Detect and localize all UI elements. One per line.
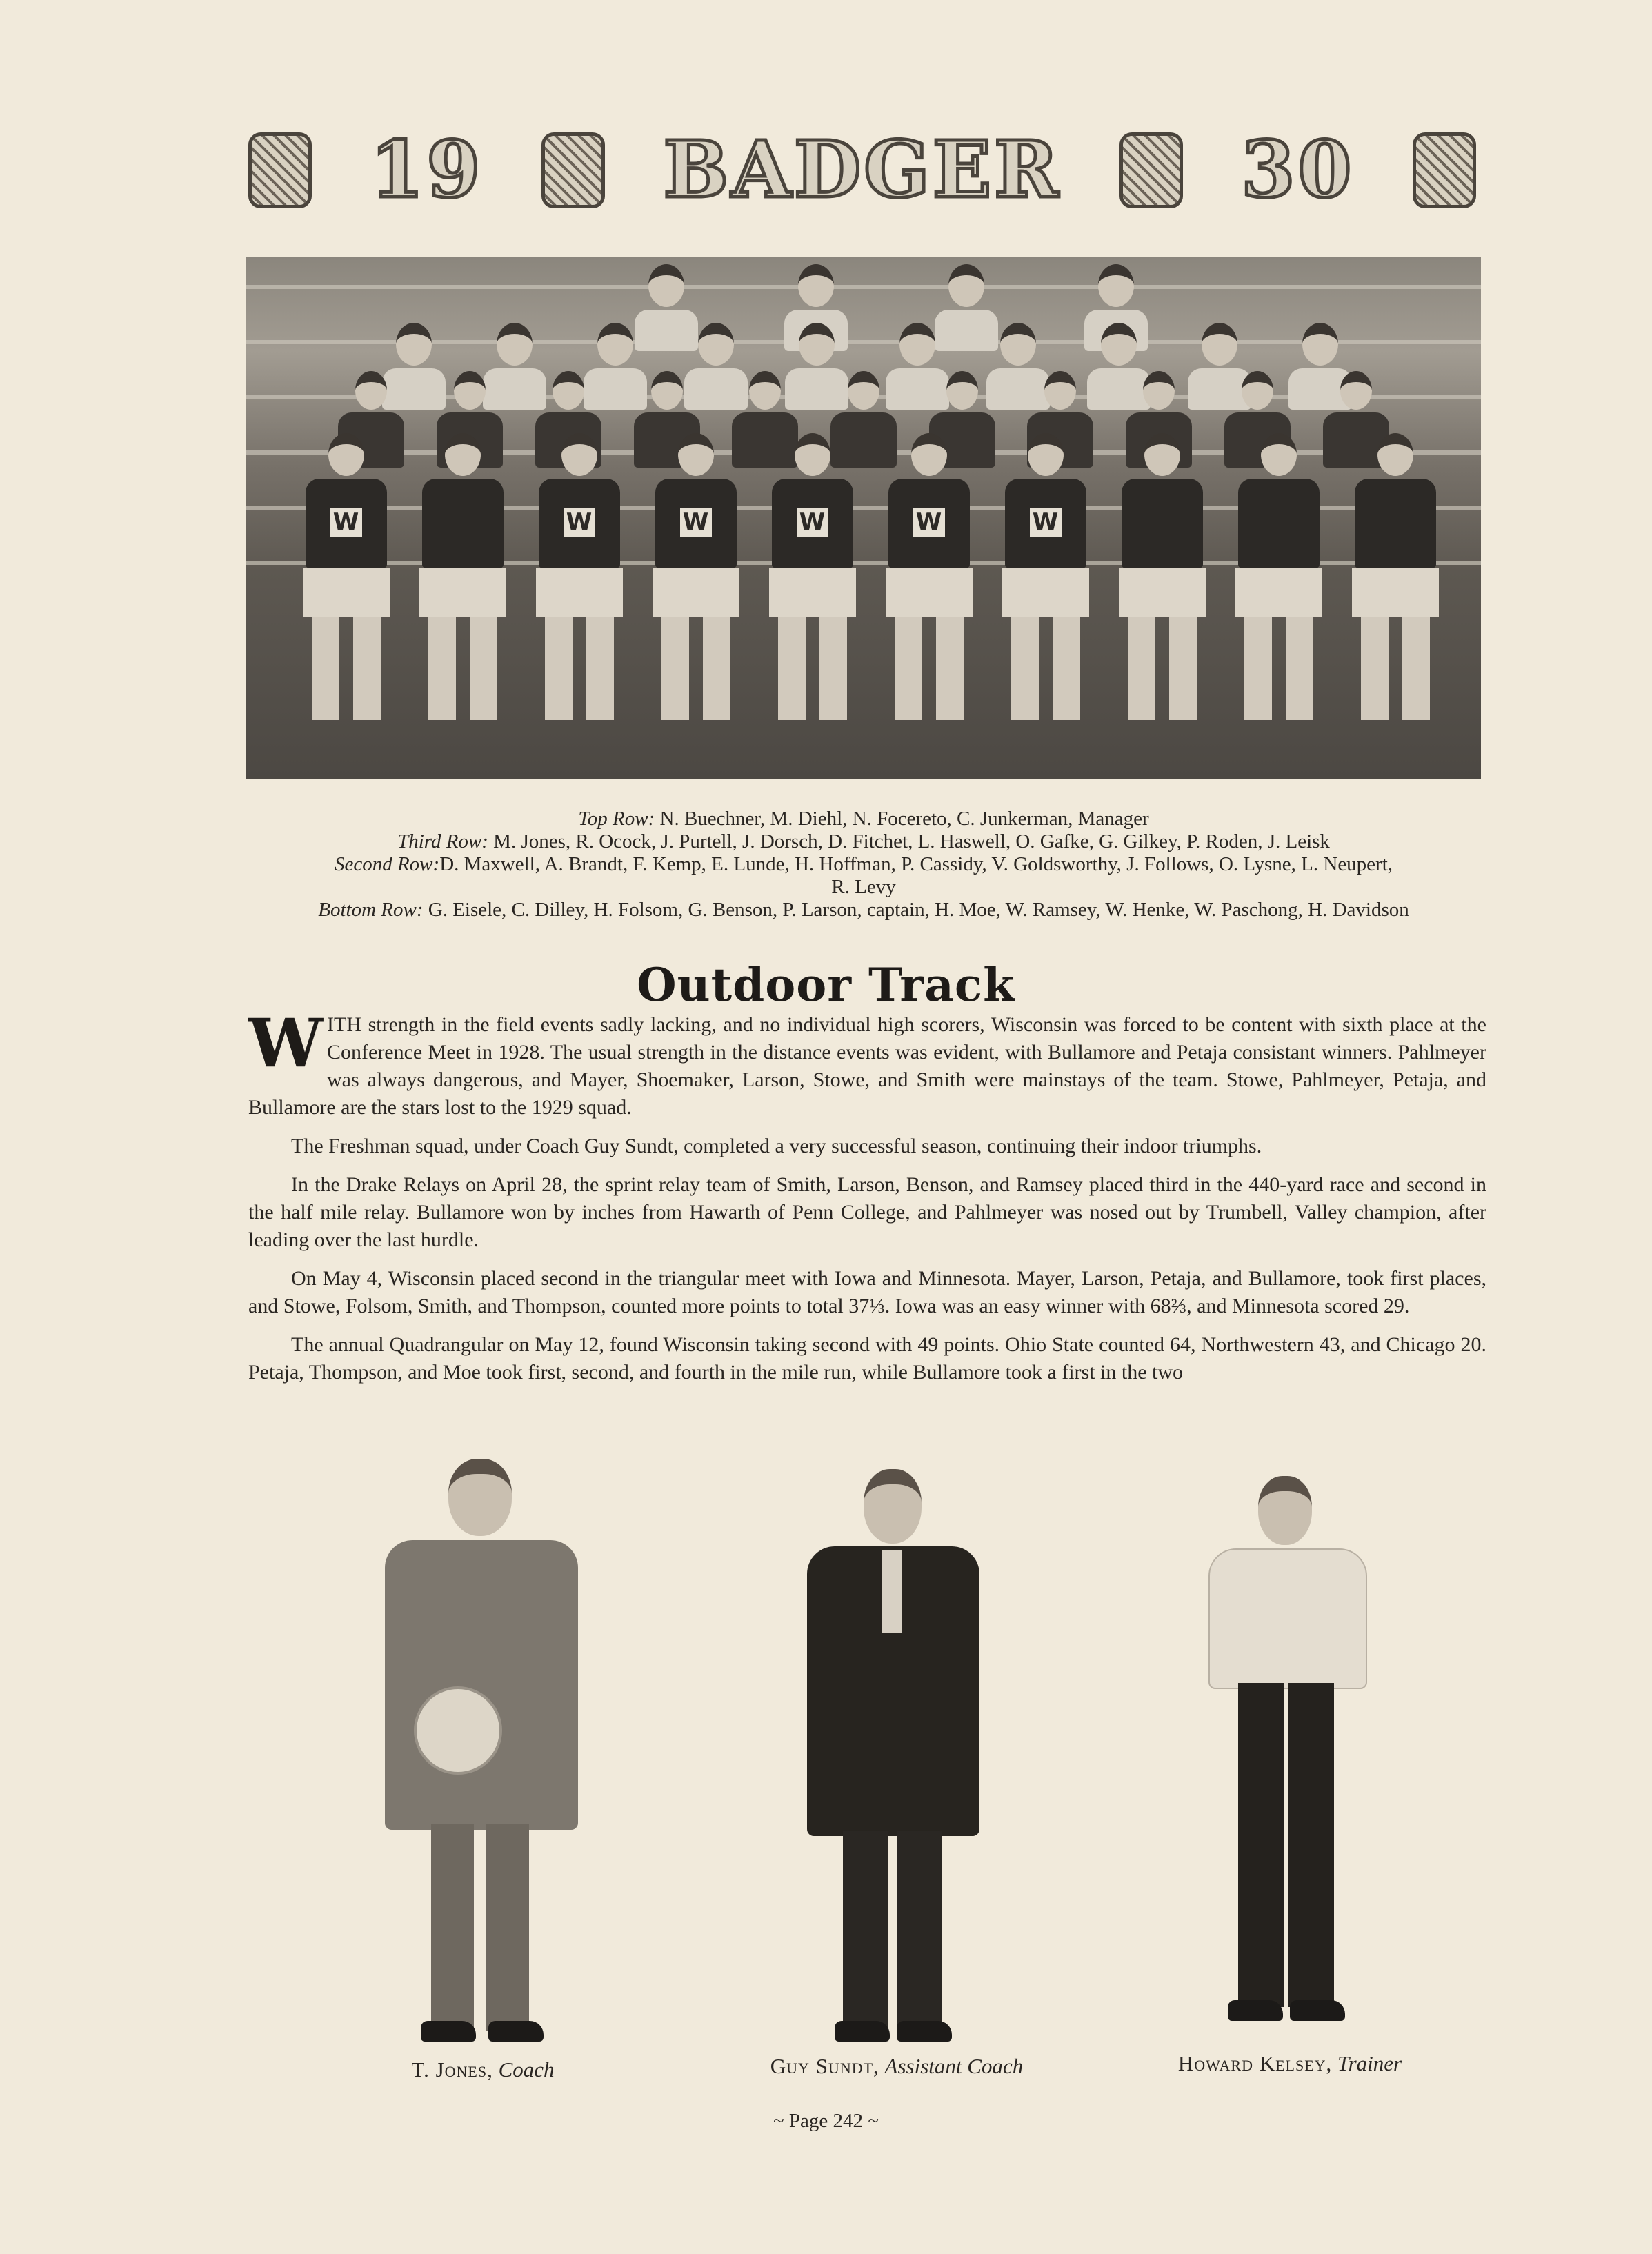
paragraph: In the Drake Relays on April 28, the sprint relay team of Smith, Larson, Benson, and Ramsey placed third in the 440-yard race and second in the half mile relay. Bullamore won by inches from Hawarth of Penn College, and Pahlmeyer was nosed out by Trumbell, Valley champion, after leading over the last hurdle. <box>248 1173 1486 1251</box>
banner-year-left: 19 <box>370 125 484 215</box>
coach-caption-jones: T. Jones, Coach <box>411 2057 555 2082</box>
paragraph: On May 4, Wisconsin placed second in the triangular meet with Iowa and Minnesota. Mayer, Larson, Petaja, and Bullamore, took first places, and Stowe, Folsom, Smith, and Thompson, counted more points to total 37⅓. Iowa was an easy winner with 68⅔, and Minnesota scored 29. <box>248 1267 1486 1317</box>
coach-photo-kelsey <box>1200 1476 1373 2042</box>
caption-row-second-cont: R. Levy <box>831 876 896 898</box>
article-body <box>248 1004 1486 1397</box>
paragraph: WITH strength in the field events sadly lacking, and no individual high scorers, Wisconsin was forced to be content with sixth place at the Conference Meet in 1928. The usual strength in the distance events was evident, with Bullamore and Petaja consistant winners. Pahlmeyer was always dangerous, and Mayer, Shoemaker, Larson, Stowe, and Smith were mainstays of the team. Stowe, Pahlmeyer, Petaja, and Bullamore are the stars lost to the 1929 squad. <box>248 1004 1486 1119</box>
caption-row-second: Second Row:D. Maxwell, A. Brandt, F. Kemp, E. Lunde, H. Hoffman, P. Cassidy, V. Goldsworthy, J. Follows, O. Lysne, L. Neupert, <box>334 853 1393 875</box>
paragraph: The annual Quadrangular on May 12, found Wisconsin taking second with 49 points. Ohio State counted 64, Northwestern 43, and Chicago 20. Petaja, Thompson, and Moe took first, second, and fourth in the mile run, while Bullamore took a first in the two <box>248 1333 1486 1384</box>
ornament-icon <box>541 132 605 208</box>
ornament-icon <box>1119 132 1183 208</box>
coach-caption-sundt: Guy Sundt, Assistant Coach <box>770 2054 1024 2078</box>
ornament-icon <box>248 132 312 208</box>
bottom-row-athletes: W W W W W W <box>288 433 1453 720</box>
drop-cap: W <box>248 1004 323 1082</box>
article-title: Outdoor Track <box>637 958 1015 1012</box>
page-number: ~ Page 242 ~ <box>773 2110 879 2132</box>
coach-photo-jones <box>372 1459 593 2059</box>
caption-row-third: Third Row: M. Jones, R. Ocock, J. Purtell, J. Dorsch, D. Fitchet, L. Haswell, O. Gafke, G. Gilkey, P. Roden, J. Leisk <box>397 830 1330 852</box>
banner-year-right: 30 <box>1241 125 1355 215</box>
caption-row-top: Top Row: N. Buechner, M. Diehl, N. Focereto, C. Junkerman, Manager <box>578 808 1149 830</box>
paragraph: The Freshman squad, under Coach Guy Sundt, completed a very successful season, continuing their indoor triumphs. <box>291 1135 1262 1157</box>
coach-caption-kelsey: Howard Kelsey, Trainer <box>1177 2051 1402 2075</box>
banner-title: BADGER <box>663 125 1062 215</box>
caption-row-bottom: Bottom Row: G. Eisele, C. Dilley, H. Folsom, G. Benson, P. Larson, captain, H. Moe, W. Ramsey, W. Henke, W. Paschong, H. Davidson <box>318 899 1409 921</box>
team-photo-caption <box>246 808 1481 921</box>
badger-banner <box>248 125 1476 215</box>
coach-photo-sundt <box>800 1469 986 2055</box>
team-photo <box>246 257 1481 779</box>
ornament-icon <box>1413 132 1476 208</box>
